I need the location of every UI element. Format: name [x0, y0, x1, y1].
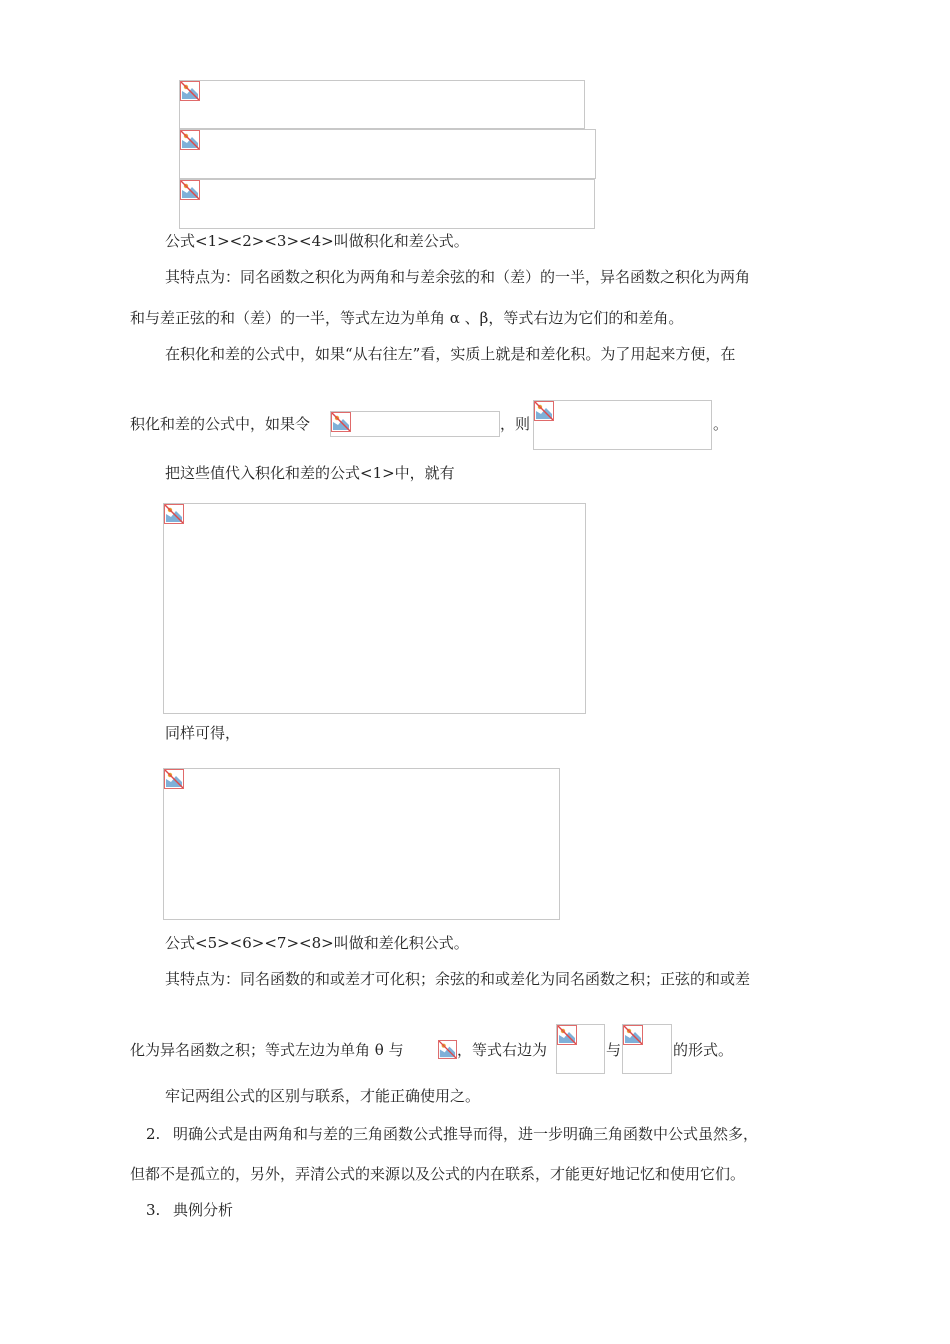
paragraph-reverse-b-mid: ，则 — [500, 415, 531, 433]
paragraph-feature-2a: 其特点为：同名函数的和或差才可化积；余弦的和或差化为同名函数之积；正弦的和或差 — [165, 970, 751, 988]
broken-image-icon — [180, 130, 200, 150]
paragraph-formula-group-1: 公式<1><2><3><4>叫做积化和差公式。 — [165, 232, 469, 250]
broken-image-icon — [331, 412, 351, 432]
formula-image-3 — [179, 179, 595, 229]
broken-image-icon — [438, 1039, 457, 1060]
formula-image-half-sum — [556, 1024, 605, 1074]
formula-image-substitution — [330, 411, 500, 437]
broken-image-icon — [180, 180, 200, 200]
list-number-2: 2. — [146, 1125, 161, 1143]
paragraph-formula-group-2: 公式<5><6><7><8>叫做和差化积公式。 — [165, 934, 469, 952]
list-number-3: 3. — [146, 1201, 161, 1219]
broken-image-icon — [164, 769, 184, 789]
paragraph-similarly: 同样可得， — [165, 724, 241, 742]
paragraph-reverse-a: 在积化和差的公式中，如果“从右往左”看，实质上就是和差化积。为了用起来方便，在 — [165, 345, 736, 363]
paragraph-feature-2b-and: 与 — [606, 1041, 622, 1059]
formula-image-sum-to-product — [163, 768, 560, 920]
paragraph-remember: 牢记两组公式的区别与联系，才能正确使用之。 — [165, 1087, 481, 1105]
paragraph-feature-2b-mid: ，等式右边为 — [457, 1041, 548, 1059]
formula-image-half-diff — [622, 1024, 672, 1074]
formula-image-derivation — [163, 503, 586, 714]
formula-image-result — [533, 400, 712, 450]
paragraph-reverse-b-end: 。 — [713, 415, 729, 433]
paragraph-reverse-b-start: 积化和差的公式中，如果令 — [130, 415, 311, 433]
formula-image-2 — [179, 129, 596, 179]
broken-image-icon — [557, 1025, 577, 1045]
paragraph-feature-2b-end: 的形式。 — [673, 1041, 734, 1059]
formula-image-1 — [179, 80, 585, 129]
paragraph-item-2a: 明确公式是由两角和与差的三角函数公式推导而得，进一步明确三角函数中公式虽然多， — [173, 1125, 759, 1143]
formula-image-phi — [438, 1039, 457, 1060]
paragraph-feature-2b-start: 化为异名函数之积；等式左边为单角 θ 与 — [130, 1041, 404, 1059]
broken-image-icon — [623, 1025, 643, 1045]
broken-image-icon — [180, 81, 200, 101]
broken-image-icon — [534, 401, 554, 421]
paragraph-feature-1a: 其特点为：同名函数之积化为两角和与差余弦的和（差）的一半，异名函数之积化为两角 — [165, 268, 751, 286]
broken-image-icon — [164, 504, 184, 524]
paragraph-substitute: 把这些值代入积化和差的公式<1>中，就有 — [165, 464, 455, 482]
section-heading-examples: 典例分析 — [173, 1201, 234, 1219]
paragraph-item-2b: 但都不是孤立的，另外，弄清公式的来源以及公式的内在联系，才能更好地记忆和使用它们。 — [130, 1165, 746, 1183]
paragraph-feature-1b: 和与差正弦的和（差）的一半，等式左边为单角 α 、β，等式右边为它们的和差角。 — [130, 309, 684, 327]
